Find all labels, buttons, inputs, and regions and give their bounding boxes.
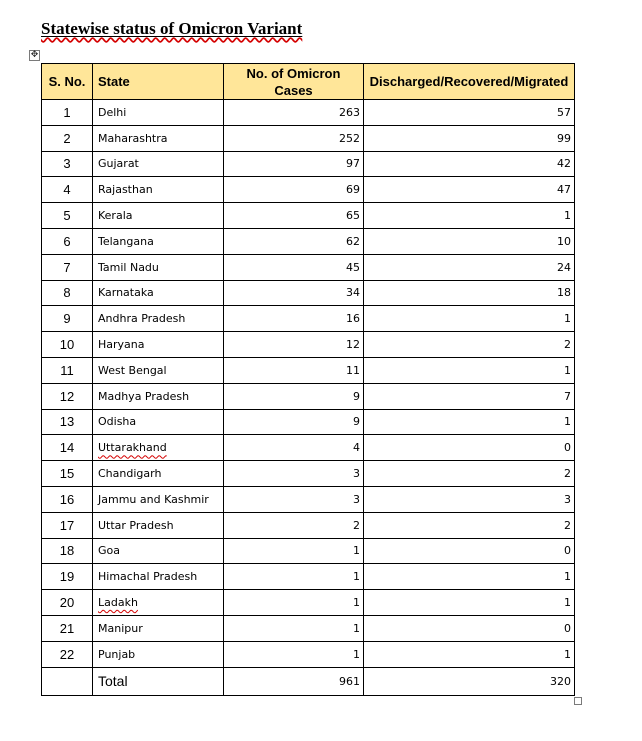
row-discharged: 57 bbox=[364, 100, 575, 126]
total-discharged: 320 bbox=[364, 667, 575, 695]
state-name-spellcheck: Uttarakhand bbox=[98, 441, 167, 455]
row-state bbox=[93, 590, 224, 616]
row-discharged: 3 bbox=[364, 486, 575, 512]
table-row bbox=[42, 512, 575, 538]
table-row bbox=[42, 435, 575, 461]
row-cases: 9 bbox=[224, 383, 364, 409]
table-row bbox=[42, 332, 575, 358]
table-row bbox=[42, 177, 575, 203]
row-cases: 69 bbox=[224, 177, 364, 203]
row-sno: 3 bbox=[42, 151, 93, 177]
table-total-row bbox=[42, 667, 575, 695]
table-header-row bbox=[42, 64, 575, 100]
row-discharged: 1 bbox=[364, 590, 575, 616]
table-row bbox=[42, 280, 575, 306]
row-cases: 3 bbox=[224, 461, 364, 487]
row-discharged: 0 bbox=[364, 435, 575, 461]
row-state: Uttar Pradesh bbox=[93, 512, 224, 538]
table-row bbox=[42, 615, 575, 641]
header-state: State bbox=[93, 64, 224, 100]
row-discharged: 7 bbox=[364, 383, 575, 409]
row-sno: 21 bbox=[42, 615, 93, 641]
row-sno: 13 bbox=[42, 409, 93, 435]
row-discharged: 1 bbox=[364, 564, 575, 590]
row-discharged: 1 bbox=[364, 306, 575, 332]
row-state: Andhra Pradesh bbox=[93, 306, 224, 332]
row-cases: 97 bbox=[224, 151, 364, 177]
omicron-status-table bbox=[41, 63, 575, 696]
row-state: Maharashtra bbox=[93, 125, 224, 151]
row-cases: 65 bbox=[224, 203, 364, 229]
row-sno: 22 bbox=[42, 641, 93, 667]
row-state: Goa bbox=[93, 538, 224, 564]
row-cases: 9 bbox=[224, 409, 364, 435]
header-cases: No. of Omicron Cases bbox=[224, 64, 364, 100]
row-cases: 1 bbox=[224, 615, 364, 641]
row-cases: 2 bbox=[224, 512, 364, 538]
row-state: Jammu and Kashmir bbox=[93, 486, 224, 512]
row-discharged: 1 bbox=[364, 203, 575, 229]
row-state: Karnataka bbox=[93, 280, 224, 306]
row-sno: 20 bbox=[42, 590, 93, 616]
title-text: Statewise status of Omicron Variant bbox=[41, 19, 303, 38]
total-label: Total bbox=[93, 667, 224, 695]
row-cases: 11 bbox=[224, 357, 364, 383]
row-cases: 263 bbox=[224, 100, 364, 126]
row-cases: 3 bbox=[224, 486, 364, 512]
row-discharged: 18 bbox=[364, 280, 575, 306]
document-title bbox=[41, 19, 302, 39]
row-sno: 9 bbox=[42, 306, 93, 332]
row-sno: 4 bbox=[42, 177, 93, 203]
row-discharged: 99 bbox=[364, 125, 575, 151]
row-state: Haryana bbox=[93, 332, 224, 358]
row-cases: 12 bbox=[224, 332, 364, 358]
row-discharged: 47 bbox=[364, 177, 575, 203]
table-row bbox=[42, 461, 575, 487]
row-cases: 16 bbox=[224, 306, 364, 332]
row-state: Chandigarh bbox=[93, 461, 224, 487]
row-state bbox=[93, 435, 224, 461]
row-sno: 19 bbox=[42, 564, 93, 590]
row-state: Tamil Nadu bbox=[93, 254, 224, 280]
row-cases: 1 bbox=[224, 564, 364, 590]
row-discharged: 24 bbox=[364, 254, 575, 280]
row-sno: 16 bbox=[42, 486, 93, 512]
row-sno: 1 bbox=[42, 100, 93, 126]
header-sno: S. No. bbox=[42, 64, 93, 100]
row-sno: 14 bbox=[42, 435, 93, 461]
table-row bbox=[42, 357, 575, 383]
row-sno: 6 bbox=[42, 228, 93, 254]
row-state: Telangana bbox=[93, 228, 224, 254]
table-row bbox=[42, 564, 575, 590]
row-cases: 62 bbox=[224, 228, 364, 254]
table-row bbox=[42, 383, 575, 409]
row-state: Punjab bbox=[93, 641, 224, 667]
table-row bbox=[42, 641, 575, 667]
row-state: Kerala bbox=[93, 203, 224, 229]
total-sno-cell bbox=[42, 667, 93, 695]
table-row bbox=[42, 203, 575, 229]
table-row bbox=[42, 125, 575, 151]
row-state: Rajasthan bbox=[93, 177, 224, 203]
row-sno: 7 bbox=[42, 254, 93, 280]
row-state: Manipur bbox=[93, 615, 224, 641]
row-discharged: 0 bbox=[364, 615, 575, 641]
row-cases: 45 bbox=[224, 254, 364, 280]
table-row bbox=[42, 486, 575, 512]
table-row bbox=[42, 100, 575, 126]
table-body bbox=[42, 100, 575, 668]
row-discharged: 2 bbox=[364, 332, 575, 358]
row-discharged: 2 bbox=[364, 512, 575, 538]
table-row bbox=[42, 306, 575, 332]
row-sno: 8 bbox=[42, 280, 93, 306]
row-sno: 17 bbox=[42, 512, 93, 538]
row-sno: 10 bbox=[42, 332, 93, 358]
table-row bbox=[42, 151, 575, 177]
row-cases: 4 bbox=[224, 435, 364, 461]
state-name-spellcheck: Ladakh bbox=[98, 596, 138, 610]
table-row bbox=[42, 538, 575, 564]
row-cases: 1 bbox=[224, 641, 364, 667]
row-discharged: 1 bbox=[364, 357, 575, 383]
table-resize-handle-icon[interactable] bbox=[574, 697, 582, 705]
row-discharged: 2 bbox=[364, 461, 575, 487]
row-sno: 12 bbox=[42, 383, 93, 409]
table-row bbox=[42, 590, 575, 616]
row-state: Gujarat bbox=[93, 151, 224, 177]
row-sno: 11 bbox=[42, 357, 93, 383]
row-sno: 15 bbox=[42, 461, 93, 487]
row-discharged: 10 bbox=[364, 228, 575, 254]
row-state: Odisha bbox=[93, 409, 224, 435]
row-state: West Bengal bbox=[93, 357, 224, 383]
table-row bbox=[42, 254, 575, 280]
row-cases: 1 bbox=[224, 538, 364, 564]
row-discharged: 1 bbox=[364, 409, 575, 435]
row-cases: 34 bbox=[224, 280, 364, 306]
table-row bbox=[42, 228, 575, 254]
row-sno: 2 bbox=[42, 125, 93, 151]
row-sno: 5 bbox=[42, 203, 93, 229]
table-row bbox=[42, 409, 575, 435]
row-discharged: 1 bbox=[364, 641, 575, 667]
row-discharged: 0 bbox=[364, 538, 575, 564]
table-move-handle-icon[interactable]: ✥ bbox=[30, 50, 39, 60]
row-state: Madhya Pradesh bbox=[93, 383, 224, 409]
row-sno: 18 bbox=[42, 538, 93, 564]
row-cases: 1 bbox=[224, 590, 364, 616]
header-discharged: Discharged/Recovered/Migrated bbox=[364, 64, 575, 100]
row-state: Delhi bbox=[93, 100, 224, 126]
total-cases: 961 bbox=[224, 667, 364, 695]
row-cases: 252 bbox=[224, 125, 364, 151]
row-discharged: 42 bbox=[364, 151, 575, 177]
row-state: Himachal Pradesh bbox=[93, 564, 224, 590]
